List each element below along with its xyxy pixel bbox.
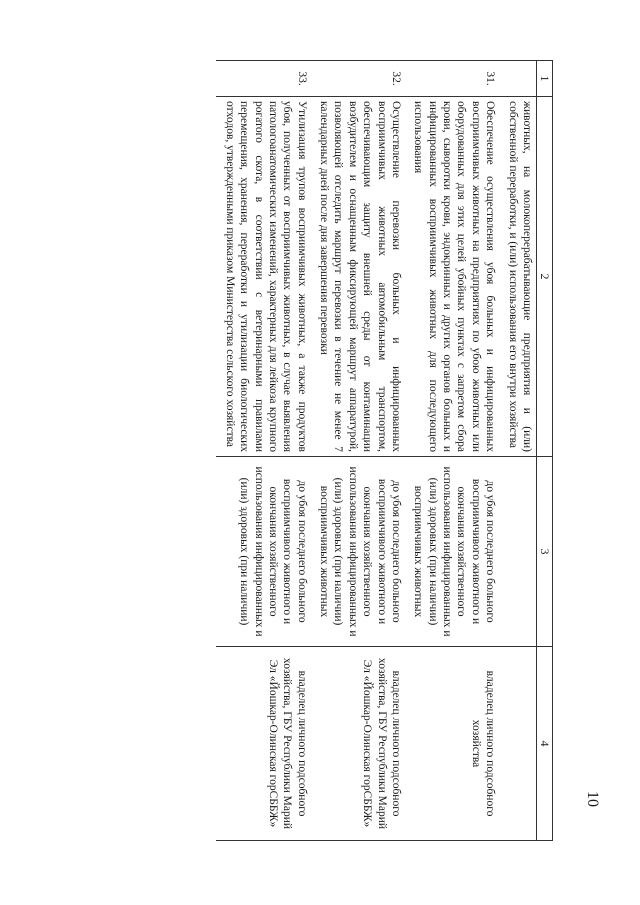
measure-responsible: [499, 647, 536, 841]
measure-term: до убоя последнего больного восприимчивого животного и окончания хозяйственного использования инфицированных и (или) здоровых (при наличии): [217, 457, 311, 647]
measures-table: [217, 60, 554, 841]
page-number: 10: [584, 791, 601, 807]
column-header-3: 3: [537, 457, 553, 647]
column-header-4: 4: [537, 647, 553, 841]
column-header-2: 2: [537, 97, 553, 457]
measure-responsible: владелец личного подсобного хозяйства, ГБУ Республики Марий Эл «Йошкар-Олинская горСББЖ»: [311, 647, 405, 841]
measure-text: Утилизация трупов восприимчивых животных, а также продуктов убоя, полученных от восприимчивых животных, в случае выявления патологоанатомических изменений, характерных для лейкоза крупного рогатого скота, в соответствии с ветеринарными правилами перемещения, хранения, переработки и утилизации биологических отходов, утвержденными приказом Министерства сельского хозяйства: [217, 97, 311, 457]
row-number: 32.: [311, 61, 405, 97]
column-header-1: 1: [537, 61, 553, 97]
measure-text: Осуществление перевозки больных и инфицированных восприимчивых животных автомобильным транспортом, обеспечивающим защиту внешней среды от контаминации возбудителем и оснащенным фиксирующей маршрут аппаратурой, позволяющей отследить маршрут перевозки в течение не менее 7 календарных дней после дня завершения перевозки: [311, 97, 405, 457]
measure-text: Обеспечение осуществления убоя больных и инфицированных восприимчивых животных на предприятиях по убою животных или оборудованных для этих целей убойных пунктах с запретом сбора крови, сыворотки крови, эндокринных и других органов больных и инфицированных восприимчивых животных для последующего использования: [405, 97, 499, 457]
measure-term: до убоя последнего больного восприимчивого животного и окончания хозяйственного использования инфицированных и (или) здоровых (при наличии) восприимчивых животных: [405, 457, 499, 647]
table-header-row: [537, 61, 553, 841]
table-row: [217, 61, 311, 841]
row-number: 33.: [217, 61, 311, 97]
table-row: [405, 61, 499, 841]
table-row: [499, 61, 536, 841]
row-number: 31.: [405, 61, 499, 97]
table-row: [311, 61, 405, 841]
measure-text: животных, на молокоперерабатывающие предприятия и (или) собственной переработки, и (или) использования его внутри хозяйства: [499, 97, 536, 457]
measure-responsible: владелец личного подсобного хозяйства: [405, 647, 499, 841]
measure-responsible: владелец личного подсобного хозяйства, ГБУ Республики Марий Эл «Йошкар-Олинская горСББЖ»: [217, 647, 311, 841]
row-number: [499, 61, 536, 97]
measure-term: [499, 457, 536, 647]
measure-term: до убоя последнего больного восприимчивого животного и окончания хозяйственного использования инфицированных и (или) здоровых (при наличии) восприимчивых животных: [311, 457, 405, 647]
